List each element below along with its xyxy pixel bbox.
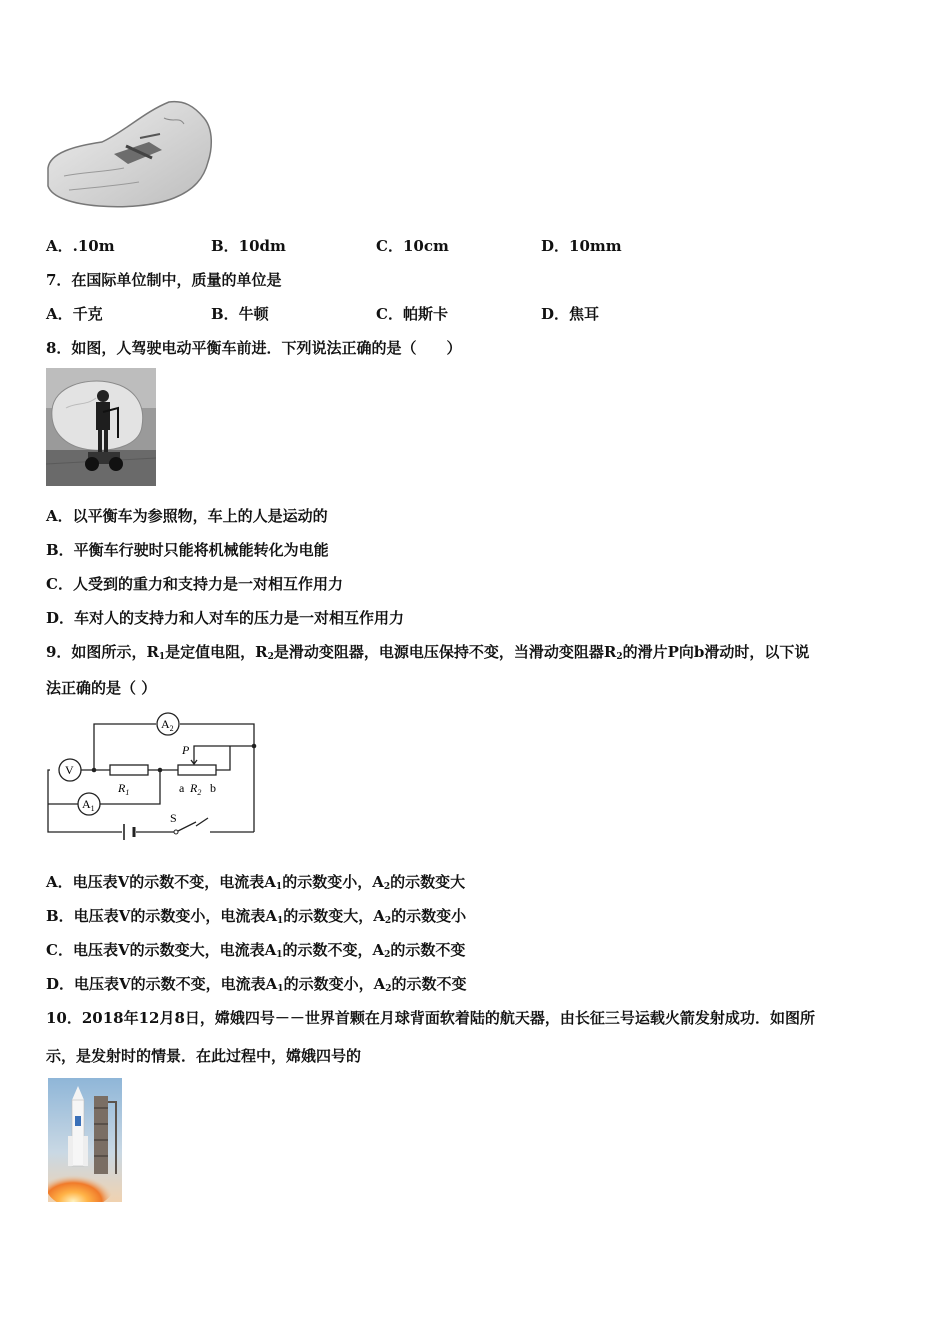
subscript: 1 — [275, 882, 283, 892]
q8-option-c[interactable]: C．人受到的重力和支持力是一对相互作用力 — [46, 575, 343, 593]
subscript: 2 — [267, 652, 274, 662]
q8-option-d[interactable]: D．车对人的支持力和人对车的压力是一对相互作用力 — [46, 609, 405, 627]
label-text: A — [82, 797, 91, 811]
resistor-r1 — [110, 765, 148, 775]
r1-label — [117, 781, 129, 797]
subscript: 1 — [90, 804, 95, 813]
q9-stem-line2: 法正确的是（ ） — [46, 679, 157, 697]
rheostat-r2 — [178, 765, 216, 775]
subscript: 2 — [383, 882, 391, 892]
q7-option-a[interactable]: A．千克 — [46, 305, 103, 323]
subscript: 2 — [197, 788, 202, 797]
option-text: 的示数不变 — [390, 941, 466, 959]
slider-arrow-icon — [191, 754, 197, 764]
subscript: 2 — [384, 950, 391, 960]
switch-label: S — [170, 811, 177, 825]
q9-stem-line1 — [46, 642, 809, 667]
q8-option-a[interactable]: A．以平衡车为参照物，车上的人是运动的 — [46, 507, 328, 525]
subscript: 1 — [276, 916, 284, 926]
q7-option-d[interactable]: D．焦耳 — [541, 305, 600, 323]
subscript: 1 — [277, 984, 284, 994]
balance-vehicle-photo — [46, 368, 156, 486]
option-text: D．电压表V的示数不变，电流表A — [46, 975, 278, 993]
q6-option-b[interactable]: B．10dm — [211, 237, 286, 255]
q10-stem-line2: 示，是发射时的情景．在此过程中，嫦娥四号的 — [46, 1047, 362, 1065]
terminal-b-label: b — [210, 781, 216, 795]
subscript: 1 — [158, 652, 166, 662]
option-text: 的示数变小，A — [282, 873, 384, 891]
hand-image — [44, 98, 214, 210]
option-text: 的示数不变 — [391, 975, 467, 993]
q7-stem: 7．在国际单位制中，质量的单位是 — [46, 271, 282, 289]
q9-option-a[interactable] — [46, 872, 465, 897]
option-text: 的示数变大 — [390, 873, 466, 891]
q7-option-c[interactable]: C．帕斯卡 — [376, 305, 448, 323]
option-text: B．电压表V的示数变小，电流表A — [46, 907, 277, 925]
q6-option-d[interactable]: D．10mm — [541, 237, 622, 255]
voltmeter-label: V — [65, 763, 74, 777]
label-text: R — [190, 781, 198, 795]
q7-option-b[interactable]: B．牛顿 — [211, 305, 269, 323]
label-text: A — [161, 717, 170, 731]
q9-option-b[interactable] — [46, 906, 466, 931]
q9-stem-text: 是定值电阻，R — [165, 643, 268, 661]
option-text: 的示数变小 — [391, 907, 467, 925]
subscript: 1 — [125, 788, 130, 797]
option-text: 的示数变大，A — [283, 907, 385, 925]
subscript: 2 — [384, 916, 392, 926]
q9-stem-text: 9．如图所示，R — [46, 643, 159, 661]
option-text: 的示数变小，A — [283, 975, 386, 993]
subscript: 1 — [276, 950, 283, 960]
option-text: 的示数不变，A — [282, 941, 385, 959]
q6-option-a[interactable]: A．.10m — [46, 237, 115, 255]
label-text: R — [118, 781, 126, 795]
q6-option-c[interactable]: C．10cm — [376, 237, 449, 255]
q9-stem-text: 的滑片P向b滑动时，以下说 — [622, 643, 810, 661]
q9-option-c[interactable] — [46, 940, 465, 965]
q8-stem: 8．如图，人驾驶电动平衡车前进．下列说法正确的是（ ） — [46, 339, 462, 357]
option-text: C．电压表V的示数变大，电流表A — [46, 941, 277, 959]
switch-icon — [174, 830, 178, 834]
subscript: 2 — [616, 652, 623, 662]
slider-p-label: P — [182, 743, 190, 757]
subscript: 2 — [169, 724, 174, 733]
r2-label — [189, 781, 201, 797]
q8-option-b[interactable]: B．平衡车行驶时只能将机械能转化为电能 — [46, 541, 329, 559]
terminal-a-label: a — [179, 781, 185, 795]
option-text: A．电压表V的示数不变，电流表A — [46, 873, 276, 891]
rocket-launch-photo — [48, 1078, 122, 1202]
q9-option-d[interactable] — [46, 974, 466, 999]
q9-stem-text: 是滑动变阻器，电源电压保持不变，当滑动变阻器R — [273, 643, 617, 661]
subscript: 2 — [385, 984, 392, 994]
q10-stem-line1: 10．2018年12月8日，嫦娥四号－－世界首颗在月球背面软着陆的航天器，由长征三号运载火箭发射成功．如图所 — [46, 1009, 815, 1027]
circuit-diagram — [44, 710, 260, 850]
